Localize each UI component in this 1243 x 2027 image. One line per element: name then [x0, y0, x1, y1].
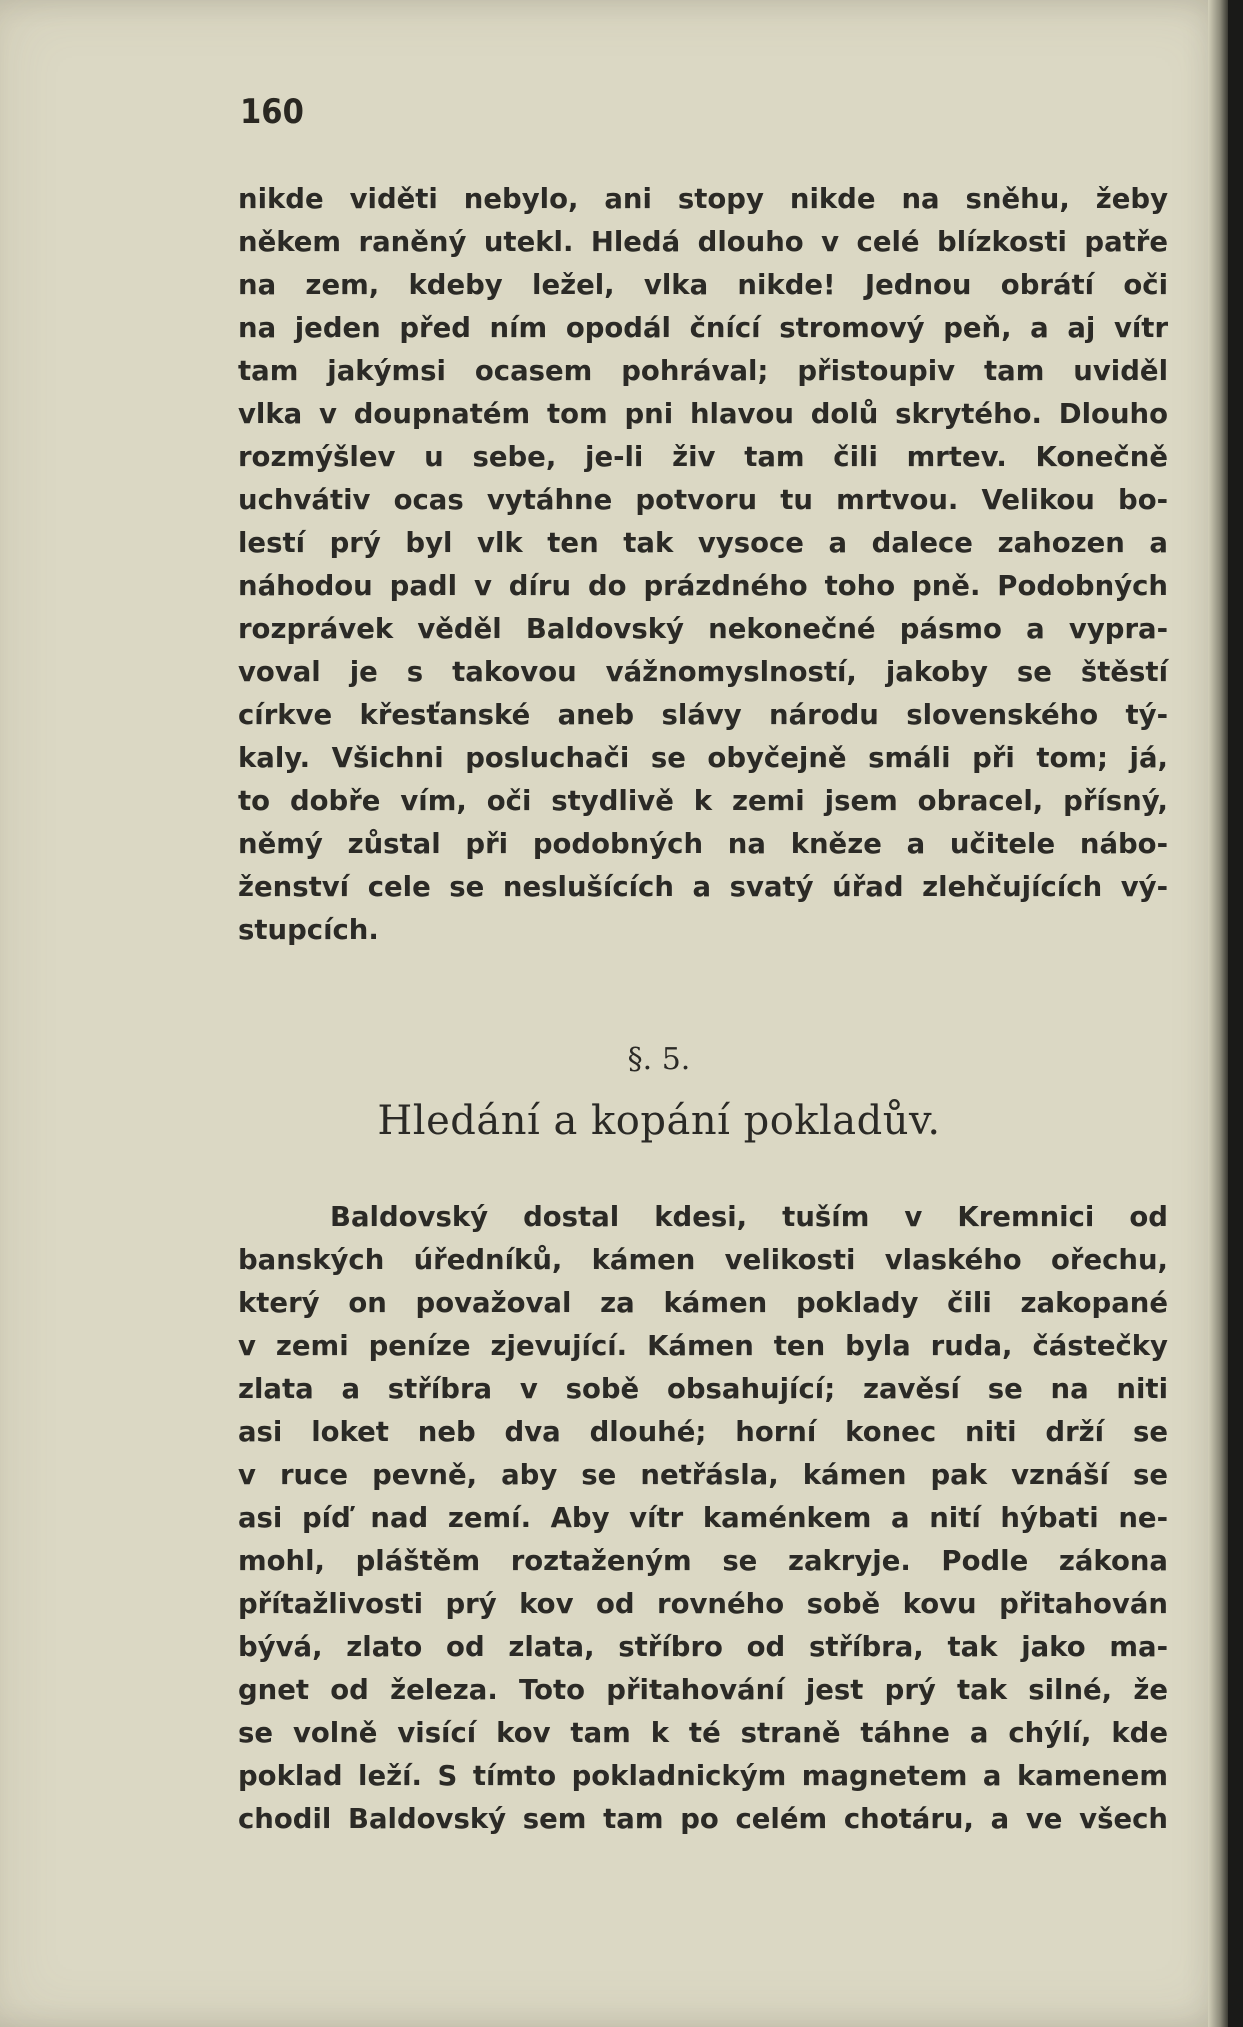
text-line: chodil Baldovský sem tam po celém chotáru, a ve všech [238, 1803, 1168, 1835]
text-line: kaly. Všichni posluchači se obyčejně smáli při tom; já, [238, 742, 1168, 774]
text-line: banských úředníků, kámen velikosti vlaského ořechu, [238, 1244, 1168, 1276]
text-line: to dobře vím, oči stydlivě k zemi jsem obracel, přísný, [238, 785, 1168, 817]
paragraph-1 [238, 178, 1168, 952]
text-line: rozmýšlev u sebe, je-li živ tam čili mrtev. Konečně [238, 441, 1168, 473]
text-line: lestí prý byl vlk ten tak vysoce a dalece zahozen a [238, 527, 1168, 559]
text-line: rozprávek věděl Baldovský nekonečné pásmo a vypra- [238, 613, 1168, 645]
text-line: na zem, kdeby ležel, vlka nikde! Jednou obrátí oči [238, 269, 1168, 301]
text-line: náhodou padl v díru do prázdného toho pně. Podobných [238, 570, 1168, 602]
text-line: němý zůstal při podobných na kněze a učitele nábo- [238, 828, 1168, 860]
text-line: poklad leží. S tímto pokladnickým magnetem a kamenem [238, 1760, 1168, 1792]
text-line: vlka v doupnatém tom pni hlavou dolů skrytého. Dlouho [238, 398, 1168, 430]
text-line: který on považoval za kámen poklady čili zakopané [238, 1287, 1168, 1319]
text-line: přítažlivosti prý kov od rovného sobě kovu přitahován [238, 1588, 1168, 1620]
text-line: Baldovský dostal kdesi, tuším v Kremnici od [330, 1201, 1168, 1233]
page-number: 160 [240, 92, 304, 132]
text-line: gnet od železa. Toto přitahování jest prý tak silné, že [238, 1674, 1168, 1706]
section-number: §. 5. [627, 1042, 691, 1077]
text-line: ženství cele se neslušících a svatý úřad zlehčujících vý- [238, 871, 1168, 903]
text-line: se volně visící kov tam k té straně táhne a chýlí, kde [238, 1717, 1168, 1749]
text-line: tam jakýmsi ocasem pohrával; přistoupiv tam uviděl [238, 355, 1168, 387]
text-line: stupcích. [238, 914, 379, 946]
text-line: asi loket neb dva dlouhé; horní konec niti drží se [238, 1416, 1168, 1448]
text-line: zlata a stříbra v sobě obsahující; zavěsí se na niti [238, 1373, 1168, 1405]
text-line: církve křesťanské aneb slávy národu slovenského tý- [238, 699, 1168, 731]
page-edge [1208, 0, 1228, 2027]
text-line: bývá, zlato od zlata, stříbro od stříbra, tak jako ma- [238, 1631, 1168, 1663]
text-line: voval je s takovou vážnomyslností, jakoby se štěstí [238, 656, 1168, 688]
section-title: Hledání a kopání pokladův. [377, 1098, 941, 1144]
text-line: v zemi peníze zjevující. Kámen ten byla ruda, částečky [238, 1330, 1168, 1362]
text-line: v ruce pevně, aby se netřásla, kámen pak vznáší se [238, 1459, 1168, 1491]
text-line: někem raněný utekl. Hledá dlouho v celé blízkosti patře [238, 226, 1168, 258]
paragraph-2 [238, 1196, 1168, 1841]
text-line: asi píď nad zemí. Aby vítr kaménkem a nití hýbati ne- [238, 1502, 1168, 1534]
text-line: na jeden před ním opodál čnící stromový peň, a aj vítr [238, 312, 1168, 344]
text-line: mohl, pláštěm roztaženým se zakryje. Podle zákona [238, 1545, 1168, 1577]
text-line: nikde viděti nebylo, ani stopy nikde na sněhu, žeby [238, 183, 1168, 215]
text-line: uchvátiv ocas vytáhne potvoru tu mrtvou. Velikou bo- [238, 484, 1168, 516]
